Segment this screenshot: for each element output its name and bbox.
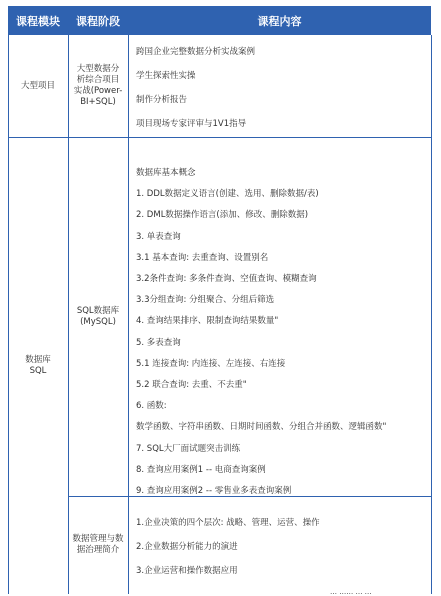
content-line: 8. 查询应用案例1 -- 电商查询案例 <box>136 464 266 475</box>
content-line: 5. 多表查询 <box>136 337 181 348</box>
content-line: 学生探索性实操 <box>136 71 196 81</box>
content-line: 数据库基本概念 <box>136 168 196 178</box>
content-line: 2.企业数据分析能力的演进 <box>136 542 238 552</box>
grid-vline <box>68 35 69 594</box>
grid-hline <box>8 137 431 138</box>
grid-vline <box>431 35 432 594</box>
content-line: 2. DML数据操作语言(添加、修改、删除数据) <box>136 210 309 221</box>
grid-hline <box>68 496 431 497</box>
content-line: 3.3分组查询: 分组聚合、分组后筛选 <box>136 295 275 306</box>
content-line: 3.企业运营和操作数据应用 <box>136 566 238 576</box>
stage-cell: 数据管理与数 据治理简介 <box>72 534 124 555</box>
content-line: 5.2 联合查询: 去重、不去重" <box>136 380 247 390</box>
content-line: 4. 查询结果排序、限制查询结果数量" <box>136 316 279 327</box>
content-line: 项目现场专家评审与1V1指导 <box>136 119 247 129</box>
content-line: 1. DDL数据定义语言(创建、选用、删除数据/表) <box>136 189 319 200</box>
module-cell: 数据库 SQL <box>25 354 51 376</box>
grid-vline <box>128 35 129 594</box>
content-line: 跨国企业完整数据分析实战案例 <box>136 47 256 57</box>
header-module: 课程模块 <box>8 6 68 35</box>
stage-cell: SQL数据库 (MySQL) <box>76 305 120 327</box>
content-line: 6. 函数: <box>136 401 167 412</box>
content-line: 5.1 连接查询: 内连接、左连接、右连接 <box>136 358 286 369</box>
content-line: 7. SQL大厂面试题突击训练 <box>136 443 241 454</box>
header-stage: 课程阶段 <box>68 6 128 35</box>
content-line: 1.企业决策的四个层次: 战略、管理、运营、操作 <box>136 518 320 528</box>
content-line: 9. 查询应用案例2 -- 零售业多表查询案例 <box>136 486 292 496</box>
header-content: 课程内容 <box>128 6 431 35</box>
content-line: 3. 单表查询 <box>136 231 181 242</box>
content-line: 3.1 基本查询: 去重查询、设置别名 <box>136 252 269 263</box>
stage-cell: 大型数据分 析综合项目 实战(Power- BI+SQL) <box>73 64 123 107</box>
module-cell: 大型项目 <box>20 80 55 91</box>
content-line: 3.2条件查询: 多条件查询、空值查询、模糊查询 <box>136 274 317 284</box>
content-line: 制作分析报告 <box>136 95 188 105</box>
page-footer-fragment: … …… … … <box>330 588 372 596</box>
grid-vline <box>8 35 9 594</box>
content-line: 数学函数、字符串函数、日期时间函数、分组合并函数、逻辑函数" <box>136 422 387 433</box>
